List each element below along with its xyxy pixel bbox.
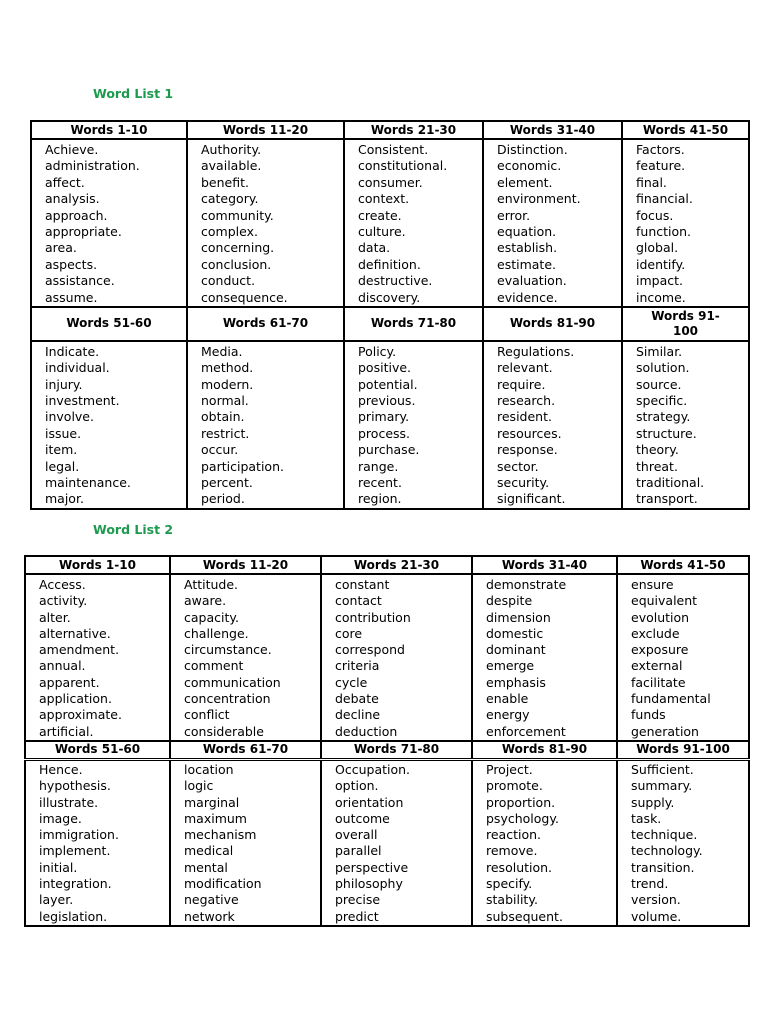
word-item: image. [39,810,82,826]
word-item: range. [358,458,399,474]
word-item: funds [631,707,666,723]
word-item: analysis. [45,191,100,207]
word-item: structure. [636,425,697,441]
word-item: destructive. [358,273,433,289]
word-item: concerning. [201,240,275,256]
word-item: consequence. [201,289,288,305]
word-item: benefit. [201,174,249,190]
word-item: region. [358,491,402,507]
column-header: Words 11-20 [170,556,321,574]
word-list-2-title: Word List 2 [93,522,174,537]
word-item: constitutional. [358,158,448,174]
column-header: Words 41-50 [622,121,749,139]
word-item: area. [45,240,77,256]
word-item: debate [335,691,379,707]
word-item: recent. [358,475,402,491]
word-item: artificial. [39,723,94,739]
word-item: maximum [184,810,247,826]
word-item: legal. [45,458,80,474]
table-header-row [25,741,749,760]
word-list-2-table [24,555,750,927]
word-item: establish. [497,240,558,256]
column-header: Words 81-90 [472,741,617,760]
word-item: significant. [497,491,566,507]
column-header: Words 21-30 [321,556,472,574]
word-item: investment. [45,393,120,409]
word-item: remove. [486,843,538,859]
word-item: resources. [497,425,562,441]
column-header: Words 31-40 [472,556,617,574]
column-header: Words 51-60 [31,307,187,341]
word-item: Sufficient. [631,761,694,777]
word-cell [187,341,344,509]
word-item: layer. [39,892,74,908]
word-item: conflict [184,707,230,723]
word-item: facilitate [631,674,686,690]
word-item: available. [201,158,262,174]
word-item: negative [184,892,239,908]
word-item: Project. [486,761,533,777]
word-item: Indicate. [45,343,100,359]
column-header: Words 61-70 [187,307,344,341]
word-cell [170,574,321,741]
word-item: technique. [631,827,698,843]
word-item: external [631,658,683,674]
word-item: relevant. [497,360,553,376]
word-item: apparent. [39,674,100,690]
word-item: despite [486,593,533,609]
word-item: marginal [184,794,240,810]
word-item: focus. [636,207,674,223]
word-item: mental [184,859,228,875]
column-header: Words 71-80 [321,741,472,760]
word-item: implement. [39,843,111,859]
word-item: assistance. [45,273,115,289]
word-item: period. [201,491,245,507]
word-cell [472,574,617,741]
word-item: occur. [201,442,239,458]
word-item: volume. [631,908,682,924]
column-header-line: Words 91- [651,308,720,323]
word-item: data. [358,240,391,256]
word-item: precise [335,892,381,908]
word-item: deduction [335,723,398,739]
word-item: parallel [335,843,382,859]
word-item: feature. [636,158,686,174]
word-item: legislation. [39,908,108,924]
word-item: category. [201,191,259,207]
word-item: approximate. [39,707,122,723]
word-item: solution. [636,360,690,376]
word-item: exclude [631,625,680,641]
word-cell [622,341,749,509]
word-cell [344,341,483,509]
word-item: obtain. [201,409,245,425]
word-item: element. [497,174,553,190]
word-list-1-table [30,120,750,510]
word-item: consumer. [358,174,423,190]
word-item: concentration [184,691,271,707]
word-item: create. [358,207,402,223]
word-item: positive. [358,360,412,376]
word-item: technology. [631,843,703,859]
word-item: transition. [631,859,695,875]
word-item: process. [358,425,411,441]
word-item: contribution [335,609,411,625]
word-item: Access. [39,577,86,592]
word-cell [31,341,187,509]
word-item: Consistent. [358,142,429,157]
word-item: activity. [39,593,88,609]
word-item: option. [335,778,379,794]
column-header [622,307,749,341]
word-item: assume. [45,289,98,305]
word-item: dimension [486,609,551,625]
word-item: outcome [335,810,390,826]
word-item: emerge [486,658,535,674]
word-item: ensure [631,577,674,592]
word-item: financial. [636,191,693,207]
word-list-1-title: Word List 1 [93,86,174,101]
word-item: resolution. [486,859,553,875]
word-item: evidence. [497,289,558,305]
word-item: resident. [497,409,552,425]
word-item: challenge. [184,625,249,641]
word-item: evolution [631,609,690,625]
table-header-row [25,556,749,574]
word-item: orientation [335,794,404,810]
word-item: injury. [45,376,83,392]
word-item: impact. [636,273,683,289]
word-item: enable [486,691,529,707]
word-item: security. [497,475,550,491]
word-item: final. [636,174,667,190]
word-item: equation. [497,223,557,239]
word-item: criteria [335,658,380,674]
word-item: exposure [631,642,689,658]
word-item: conduct. [201,273,256,289]
word-item: transport. [636,491,698,507]
word-item: strategy. [636,409,691,425]
word-item: amendment. [39,642,120,658]
word-item: percent. [201,475,253,491]
word-cell [617,759,749,925]
word-item: task. [631,810,662,826]
word-item: specify. [486,876,533,892]
column-header: Words 61-70 [170,741,321,760]
word-item: identify. [636,256,686,272]
word-item: context. [358,191,410,207]
word-item: decline [335,707,381,723]
word-item: illustrate. [39,794,99,810]
word-item: issue. [45,425,82,441]
word-item: Authority. [201,142,262,157]
word-item: hypothesis. [39,778,111,794]
word-item: predict [335,908,379,924]
word-item: approach. [45,207,108,223]
word-item: Factors. [636,142,685,157]
word-item: overall [335,827,378,843]
word-item: complex. [201,223,258,239]
word-item: application. [39,691,112,707]
word-item: integration. [39,876,112,892]
word-item: equivalent [631,593,698,609]
column-header: Words 21-30 [344,121,483,139]
word-item: global. [636,240,679,256]
word-item: research. [497,393,556,409]
word-item: source. [636,376,682,392]
word-cell [170,759,321,925]
word-item: philosophy [335,876,403,892]
column-header: Words 81-90 [483,307,622,341]
word-item: medical [184,843,234,859]
word-item: definition. [358,256,421,272]
word-cell [622,139,749,307]
word-item: trend. [631,876,669,892]
word-item: stability. [486,892,538,908]
word-item: correspond [335,642,405,658]
word-item: cycle [335,674,368,690]
word-item: perspective [335,859,409,875]
word-item: Media. [201,343,243,359]
word-item: maintenance. [45,475,131,491]
word-item: participation. [201,458,284,474]
word-item: reaction. [486,827,542,843]
word-item: economic. [497,158,562,174]
word-item: promote. [486,778,543,794]
word-item: aware. [184,593,227,609]
word-item: fundamental [631,691,711,707]
word-item: error. [497,207,531,223]
word-item: network [184,908,235,924]
column-header-line: 100 [672,323,699,338]
word-item: specific. [636,393,688,409]
word-item: potential. [358,376,418,392]
word-item: restrict. [201,425,250,441]
word-item: purchase. [358,442,420,458]
word-item: normal. [201,393,249,409]
word-item: involve. [45,409,94,425]
word-item: immigration. [39,827,119,843]
word-item: income. [636,289,686,305]
word-item: alter. [39,609,71,625]
column-header: Words 41-50 [617,556,749,574]
word-item: energy [486,707,530,723]
word-item: Hence. [39,761,83,777]
word-item: conclusion. [201,256,272,272]
word-item: generation [631,723,699,739]
word-cell [25,759,170,925]
word-cell [617,574,749,741]
word-item: domestic [486,625,544,641]
word-item: threat. [636,458,678,474]
word-item: initial. [39,859,78,875]
word-item: contact [335,593,382,609]
word-item: estimate. [497,256,556,272]
word-item: aspects. [45,256,98,272]
table-header-row [31,121,749,139]
word-item: appropriate. [45,223,122,239]
word-item: enforcement [486,723,566,739]
word-item: evaluation. [497,273,567,289]
column-header: Words 91-100 [617,741,749,760]
column-header: Words 1-10 [31,121,187,139]
word-item: theory. [636,442,679,458]
word-item: proportion. [486,794,556,810]
word-cell [344,139,483,307]
word-item: considerable [184,723,264,739]
word-cell [483,139,622,307]
word-item: location [184,761,234,777]
word-item: emphasis [486,674,546,690]
word-item: core [335,625,363,641]
word-cell [321,759,472,925]
word-item: culture. [358,223,406,239]
word-item: Similar. [636,343,683,359]
word-item: require. [497,376,546,392]
word-item: method. [201,360,254,376]
word-item: Distinction. [497,142,568,157]
word-item: subsequent. [486,908,563,924]
word-item: capacity. [184,609,239,625]
column-header: Words 51-60 [25,741,170,760]
word-item: summary. [631,778,693,794]
word-item: dominant [486,642,546,658]
word-cell [472,759,617,925]
column-header: Words 1-10 [25,556,170,574]
word-item: alternative. [39,625,111,641]
word-item: Occupation. [335,761,411,777]
table-header-row [31,307,749,341]
word-cell [321,574,472,741]
word-item: item. [45,442,78,458]
table-body-row [31,139,749,307]
word-cell [187,139,344,307]
table-body-row [25,574,749,741]
word-item: Achieve. [45,142,99,157]
word-item: traditional. [636,475,705,491]
table-body-row [31,341,749,509]
word-item: circumstance. [184,642,272,658]
word-cell [25,574,170,741]
word-item: discovery. [358,289,421,305]
word-item: demonstrate [486,577,567,592]
table-body-row [25,759,749,925]
word-item: administration. [45,158,140,174]
word-item: version. [631,892,681,908]
word-cell [483,341,622,509]
word-item: sector. [497,458,539,474]
word-cell [31,139,187,307]
word-item: affect. [45,174,85,190]
word-item: Attitude. [184,577,239,592]
word-item: primary. [358,409,410,425]
column-header: Words 71-80 [344,307,483,341]
word-item: individual. [45,360,110,376]
word-item: Policy. [358,343,397,359]
column-header: Words 31-40 [483,121,622,139]
word-item: logic [184,778,214,794]
word-item: major. [45,491,84,507]
word-item: psychology. [486,810,559,826]
word-item: comment [184,658,244,674]
word-item: function. [636,223,692,239]
column-header: Words 11-20 [187,121,344,139]
word-item: previous. [358,393,416,409]
word-item: supply. [631,794,675,810]
word-item: community. [201,207,274,223]
word-item: modern. [201,376,254,392]
word-item: constant [335,577,390,592]
word-item: response. [497,442,558,458]
word-item: environment. [497,191,581,207]
word-item: mechanism [184,827,257,843]
word-item: communication [184,674,281,690]
word-item: Regulations. [497,343,575,359]
word-item: modification [184,876,262,892]
word-item: annual. [39,658,86,674]
